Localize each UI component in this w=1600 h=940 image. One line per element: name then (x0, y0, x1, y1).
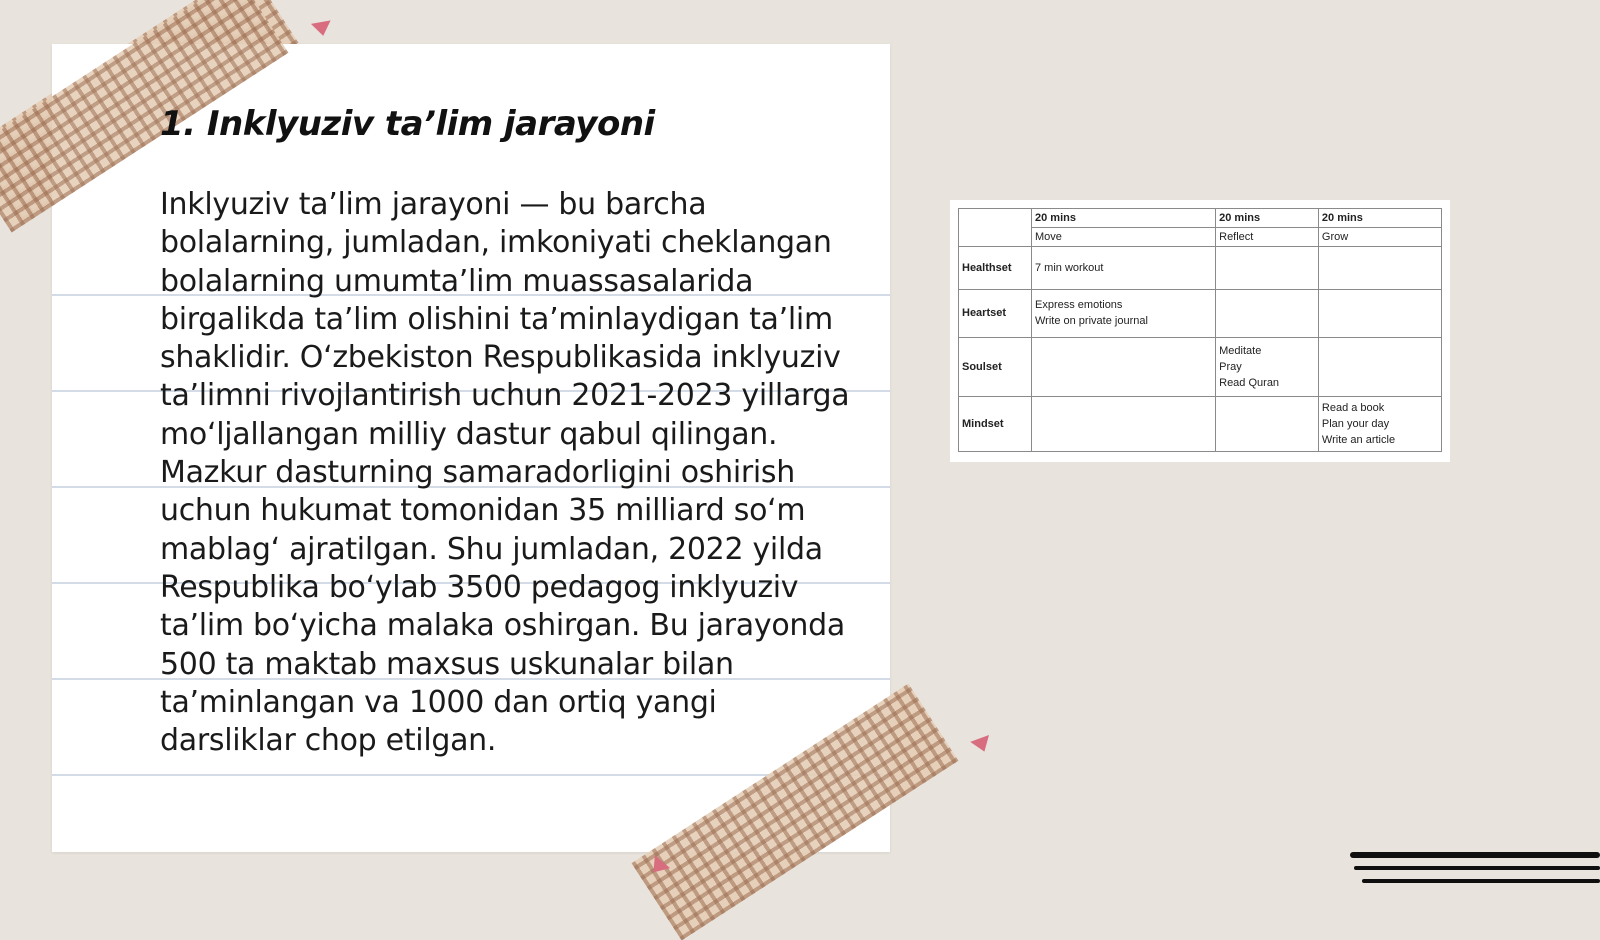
table-cell (1318, 396, 1441, 451)
table-row (959, 290, 1442, 337)
duration-cell: 20 mins (1216, 209, 1319, 228)
cell-line: Read Quran (1219, 376, 1280, 389)
table-activity-row (959, 228, 1442, 247)
activity-cell: Grow (1318, 228, 1441, 247)
brush-stroke (1350, 852, 1600, 858)
cell-line: 7 min workout (1035, 262, 1104, 275)
table-corner-cell (959, 209, 1032, 247)
row-label: Soulset (959, 337, 1032, 396)
table-cell (1032, 290, 1216, 337)
tape-pin-top (311, 20, 333, 37)
schedule-table-image (950, 200, 1450, 462)
row-label: Healthset (959, 247, 1032, 290)
cell-line: Write an article (1321, 433, 1396, 446)
cell-line: Express emotions (1035, 299, 1123, 312)
table-cell (1318, 337, 1441, 396)
table-cell (1216, 337, 1319, 396)
slide-title: 1. Inklyuziv ta’lim jarayoni (160, 104, 655, 144)
table-cell (1032, 337, 1216, 396)
row-label: Mindset (959, 396, 1032, 451)
table-cell (1032, 396, 1216, 451)
activity-cell: Move (1032, 228, 1216, 247)
table-header-row (959, 209, 1442, 228)
slide-body-text: Inklyuziv ta’lim jarayoni — bu barcha bolalarning, jumladan, imkoniyati cheklangan bolalarning umumta’lim muassasalarida birgalikda ta’lim olishini ta’minlaydigan ta’lim shaklidir. O‘zbekiston Respublikasida inklyuziv ta’limni rivojlantirish uchun 2021-2023 yillarga mo‘ljallangan milliy dastur qabul qilingan. Mazkur dasturning samaradorligini oshirish uchun hukumat tomonidan 35 milliard so‘m mablag‘ ajratilgan. Shu jumladan, 2022 yilda Respublika bo‘ylab 3500 pedagog inklyuziv ta’lim bo‘yicha malaka oshirgan. Bu jarayonda 500 ta maktab maxsus uskunalar bilan ta’minlangan va 1000 dan ortiq yangi darsliklar chop etilgan. (160, 187, 850, 759)
table-cell (1216, 290, 1319, 337)
brush-stroke (1362, 879, 1600, 883)
cell-line: Meditate (1219, 344, 1262, 357)
cell-line: Plan your day (1321, 417, 1390, 430)
table-row (959, 247, 1442, 290)
table-cell (1318, 290, 1441, 337)
duration-cell: 20 mins (1032, 209, 1216, 228)
table-cell (1216, 247, 1319, 290)
table-cell (1216, 396, 1319, 451)
table-row (959, 337, 1442, 396)
tape-pin-bottom-right (970, 735, 994, 755)
row-label: Heartset (959, 290, 1032, 337)
cell-line: Write on private journal (1035, 315, 1148, 328)
table-cell (1318, 247, 1441, 290)
cell-line: Read a book (1321, 401, 1385, 414)
table-row (959, 396, 1442, 451)
brush-stroke (1354, 866, 1600, 870)
cell-line: Pray (1219, 360, 1242, 373)
activity-cell: Reflect (1216, 228, 1319, 247)
schedule-table (958, 208, 1442, 452)
table-cell (1032, 247, 1216, 290)
duration-cell: 20 mins (1318, 209, 1441, 228)
